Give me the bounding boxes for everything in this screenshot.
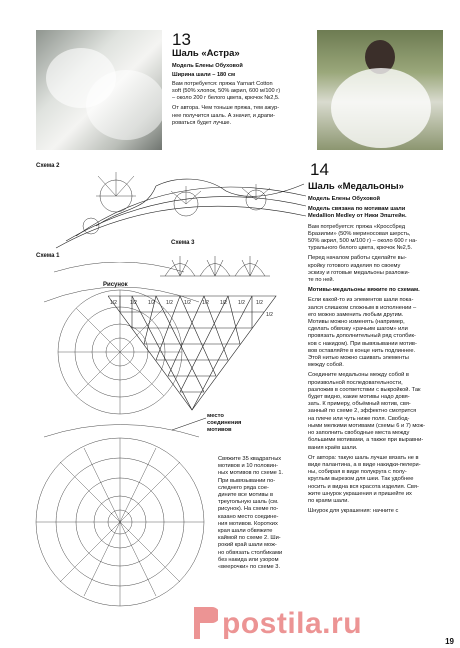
text-line: Соедините медальоны между собой в (308, 372, 409, 379)
section-13-title: Шаль «Астра» (172, 48, 240, 59)
page-number: 19 (445, 637, 454, 646)
text-line: 50% акрил, 500 м/100 г) – около 600 г на- (308, 238, 418, 245)
text-line: но заполнить свободные места между (308, 430, 410, 437)
half-mark: 1/2 (220, 300, 227, 306)
half-mark: 1/2 (130, 300, 137, 306)
section-13-number: 13 (172, 30, 191, 49)
text-line: ными мелкими мотивами (схемы 6 и 7) мож- (308, 422, 426, 429)
para-6: Шнурок для украшения: начните с (308, 508, 399, 515)
text-line: носить и видна вся красота изделия. Свя- (308, 483, 419, 490)
para-5 (308, 455, 444, 505)
text-line: круглым вырезом для шеи. Так удобнее (308, 476, 414, 483)
text-line: Если какой-то из элементов шали пока- (308, 297, 414, 304)
section-13-materials (172, 81, 312, 102)
scheme-2-label: Схема 2 (36, 163, 60, 169)
text-line: треугольную шаль (см. (218, 499, 279, 506)
text-line: Бразилии» (50% мериносовая шерсть, (308, 230, 411, 237)
para-1 (308, 255, 444, 284)
text-line: казано место соедине- (218, 513, 279, 520)
half-mark: 1/2 (238, 300, 245, 306)
text-line: вов оставляйте в конце нить подлиннее. (308, 347, 416, 354)
text-line: Medallion Medley от Ники Эпштейн. (308, 213, 407, 220)
section-14-author: Модель Елены Обуховой (308, 196, 380, 202)
text-line: Этой нитью можно сшивать элементы (308, 355, 409, 362)
text-line: сделать обвязку «рачьим шагом» или (308, 326, 408, 333)
watermark: postila.ru (222, 607, 363, 640)
text-line: эскизу и готовые медальоны разложи- (308, 269, 410, 276)
half-mark: 1/2 (202, 300, 209, 306)
text-line: При вывязывании по- (218, 477, 276, 484)
based-on (308, 206, 444, 220)
text-line: провязать дополнительный ряд столбик- (308, 333, 416, 340)
figure-label: Рисунок (103, 282, 128, 288)
text-line: каймой по схеме 2. Ши- (218, 535, 281, 542)
section-14-materials (308, 224, 444, 253)
text-line: зать. К примеру, объёмный мотив, свя- (308, 401, 411, 408)
text-line: «веерочки» по схеме 3. (218, 564, 281, 571)
half-mark: 1/2 (148, 300, 155, 306)
shawl-astra-photo (36, 30, 162, 150)
text-line: рисунок). На схеме по- (218, 506, 279, 513)
half-mark: 1/2 (266, 312, 273, 318)
section-13-author: Модель Елены Обуховой (172, 63, 243, 69)
half-mark: 1/2 (166, 300, 173, 306)
text-line: Вам потребуется: пряжа «Кроссбред (308, 223, 406, 230)
text-line: те по ней. (308, 277, 335, 284)
text-line: ков с накидом). При вывязывании мотив- (308, 340, 417, 347)
half-mark: 1/2 (256, 300, 263, 306)
text-line: Модель связана по мотивам шали (308, 206, 406, 213)
shawl-medallions-photo (317, 30, 443, 150)
scheme-3-label: Схема 3 (171, 240, 195, 246)
scheme-1-label: Схема 1 (36, 253, 60, 259)
text-line: произвольной последовательности, (308, 379, 403, 386)
text-line: Мотивы можно изменять (например, (308, 319, 405, 326)
section-14-body (308, 196, 444, 515)
section-14-number: 14 (310, 160, 329, 179)
postila-logo-icon (190, 605, 218, 641)
text-line: разложив в соответствии с выкройкой. Так (308, 386, 421, 393)
text-line: по краям шали. (308, 497, 350, 504)
text-line: ны, собирая в виде полукруга с полу- (308, 469, 407, 476)
section-13-note (172, 105, 312, 126)
text-line: нее получится шаль. А значит, и драпи- (172, 112, 275, 119)
text-line: зался слишком сложным в исполнении – (308, 304, 417, 311)
text-line: От автора: такую шаль лучше вязать не в (308, 454, 419, 461)
middle-instructions (218, 456, 310, 571)
section-13-width: Ширина шали – 180 см (172, 72, 236, 79)
para-3 (308, 297, 444, 369)
text-line: Вам потребуется: пряжа Yarnart Cotton (172, 81, 273, 88)
text-line: мотивов (207, 427, 232, 433)
text-line: на плече или чуть ниже поля. Свобод- (308, 415, 410, 422)
text-line: жите шнурок украшения и пришейте их (308, 490, 412, 497)
text-line: – около 200 г белого цвета, крючок №2,5. (172, 95, 280, 102)
text-line: края шали обвяжите (218, 528, 273, 535)
text-line: кройку готового изделия по своему (308, 262, 401, 269)
text-line: будет видно, какие мотивы надо довя- (308, 394, 410, 401)
text-line: его можно заменить любым другим. (308, 311, 404, 318)
text-line: место (207, 413, 224, 419)
section-13-body (172, 63, 312, 127)
text-line: От автора. Чем тоньше пряжа, тем ажур- (172, 105, 280, 112)
para-4 (308, 372, 444, 451)
triangle-figure (108, 294, 278, 414)
text-line: Перед началом работы сделайте вы- (308, 255, 407, 262)
text-line: рокий край шали мож- (218, 542, 277, 549)
text-line: виде палантина, а в виде накидки-пелери- (308, 461, 421, 468)
text-line: Свяжите 35 квадратных (218, 456, 282, 462)
text-line: soft (50% хлопок, 50% акрил, 600 м/100 г) (172, 88, 281, 95)
half-mark: 1/2 (184, 300, 191, 306)
text-line: без накида или узором (218, 556, 279, 563)
text-line: большими мотивами, а также при выравни- (308, 437, 424, 444)
para-2: Мотивы-медальоны вяжите по схемам. (308, 287, 420, 294)
join-arrow-icon (170, 414, 208, 434)
text-line: между собой. (308, 362, 344, 369)
text-line: мотивов и 10 половин- (218, 463, 279, 470)
section-14-title: Шаль «Медальоны» (308, 181, 404, 192)
text-line: вания краёв шали. (308, 444, 358, 451)
text-line: следнего ряда сое- (218, 484, 269, 491)
text-line: занный по схеме 2, эффектно смотрится (308, 408, 417, 415)
join-label (207, 413, 241, 434)
text-line: дините все мотивы в (218, 492, 274, 499)
text-line: ных мотивов по схеме 1. (218, 470, 284, 477)
text-line: ния мотивов. Коротких (218, 520, 278, 527)
text-line: соединения (207, 420, 242, 426)
text-line: роваться будет лучше. (172, 119, 232, 126)
text-line: но обвязать столбиками (218, 549, 283, 556)
half-mark: 1/2 (110, 300, 117, 306)
text-line: турального белого цвета, крючок №2,5. (308, 245, 413, 252)
